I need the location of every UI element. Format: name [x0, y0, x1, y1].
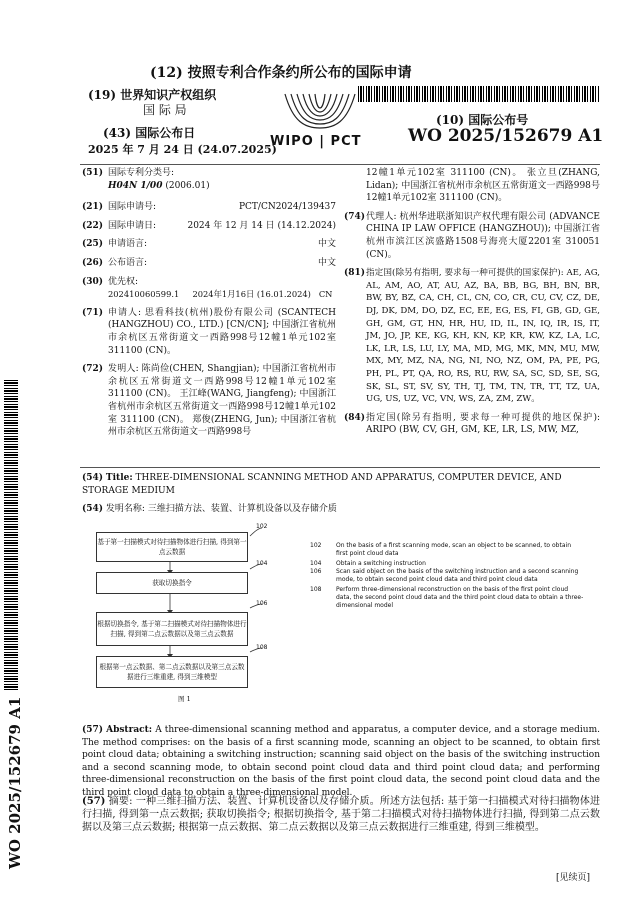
field-26: [82, 257, 336, 270]
field-22: [82, 220, 336, 233]
flowchart-ref-104: 104: [256, 560, 268, 567]
barcode-top: [358, 86, 600, 102]
field-54-cn-number: (54): [82, 504, 104, 514]
title-en: THREE-DIMENSIONAL SCANNING METHOD AND APPARATUS, COMPUTER DEVICE, AND STORAGE MEDIUM: [82, 473, 562, 496]
field-21: [82, 201, 336, 214]
flowchart-ref-106: 106: [256, 600, 268, 607]
field-54-number: (54): [82, 473, 104, 483]
biblio-right-column: [344, 167, 600, 437]
legend-text-106: Scan said object on the basis of the switching instruction and a second scanning mode, to obtain second point cloud data and third point cloud data: [336, 568, 579, 583]
field-25: [82, 238, 336, 251]
field-21-number: (21): [82, 202, 104, 213]
applicant: 申请人: 思看科技(杭州)股份有限公司 (SCANTECH (HANGZHOU) CO., LTD.) [CN/CN]; 中国浙江省杭州市余杭区五常街道文一西路998号12幢1单元102室 311100 (CN)。: [108, 307, 336, 356]
field-71: [82, 307, 336, 357]
legend-ref-102: 102: [310, 542, 322, 549]
legend-text-102: On the basis of a first scanning mode, scan an object to be scanned, to obtain first point cloud data: [336, 542, 571, 557]
document-title: (12) 按照专利合作条约所公布的国际申请: [150, 65, 412, 81]
field-25-number: (25): [82, 239, 104, 250]
abstract-cn: [82, 795, 600, 834]
field-72-number: (72): [82, 364, 104, 375]
field-84: [344, 412, 600, 437]
continued-on-next-page: [见续页]: [556, 873, 591, 883]
side-publication-number: WO 2025/152679 A1: [6, 696, 24, 869]
field-30: [82, 276, 336, 289]
designated-states-national: 指定国(除另有指明, 要求每一种可提供的国家保护): AE, AG, AL, AM, AO, AT, AU, AZ, BA, BB, BG, BH, BN, BR, BW, BY, BZ, CA, CH, CL, CN, CO, CR, CU, CV, CZ, DE, DJ, DK, DM, DO, DZ, EC, EE, EG, ES, FI, GB, GD, GE, GH, GM, GT, HN, HR, HU, ID, IL, IN, IQ, IR, IS, IT, JM, JO, JP, KE, KG, KH, KN, KP, KR, KW, KZ, LA, LC, LK, LR, LS, LU, LY, MA, MD, MG, MK, MN, MU, MW, MX, MY, MZ, NA, NG, NI, NO, NZ, OM, PA, PE, PG, PH, PL, PT, QA, RO, RS, RU, RW, SA, SC, SD, SE, SG, SK, SL, ST, SV, SY, TH, TJ, TM, TN, TR, TT, TZ, UA, UG, US, UZ, VC, VN, WS, ZA, ZM, ZW。: [366, 268, 600, 405]
wipo-pct-wordmark: WIPO | PCT: [270, 134, 362, 149]
flowchart-step-102: 基于第一扫描模式对待扫描物体进行扫描, 得到第一点云数据: [96, 532, 248, 562]
flowchart-ref-108: 108: [256, 644, 268, 651]
field-21-label: 国际申请号:: [108, 202, 157, 213]
field-26-number: (26): [82, 257, 104, 268]
publication-number-label: (10) 国际公布号: [436, 113, 529, 127]
field-22-number: (22): [82, 220, 104, 231]
title-en-block: [82, 472, 600, 497]
field-72: [82, 363, 336, 439]
legend-text-104: Obtain a switching instruction: [336, 560, 426, 567]
title-cn: 三维扫描方法、装置、计算机设备以及存储介质: [147, 504, 337, 514]
field-26-label: 公布语言:: [108, 257, 148, 268]
field-57-cn-number: (57): [82, 796, 106, 807]
title-cn-block: [82, 503, 600, 516]
flowchart-step-106: 根据切换指令, 基于第二扫描模式对待扫描物体进行扫描, 得到第二点云数据以及第三点云数据: [96, 612, 248, 646]
field-51-label: 国际专利分类号:: [108, 168, 175, 178]
field-81-number: (81): [344, 268, 366, 279]
publication-number: WO 2025/152679 A1: [408, 126, 604, 146]
flowchart-step-108: 根据第一点云数据、第二点云数据以及第三点云数据进行三维重建, 得到三维模型: [96, 656, 248, 688]
flowchart-ref-102: 102: [256, 523, 268, 530]
priority-data: 202410060599.1 2024年1月16日 (16.01.2024) CN: [108, 289, 333, 300]
inventors: 发明人: 陈尚俭(CHEN, Shangjian); 中国浙江省杭州市余杭区五常街道文一西路998号12幢1单元102室 311100 (CN)。 王江峰(WANG, Jiangfeng); 中国浙江省杭州市余杭区五常街道文一西路998号12幢1单元102室 311100 (CN)。 郑俊(ZHENG, Jun); 中国浙江省杭州市余杭区五常街道文一西路998号: [108, 364, 336, 438]
field-71-number: (71): [82, 307, 104, 318]
divider-title: [80, 467, 600, 468]
publication-language: 中文: [317, 257, 336, 268]
title-cn-label: 发明名称:: [105, 504, 145, 514]
title-en-label: Title:: [105, 473, 133, 483]
field-81: [344, 267, 600, 406]
international-bureau: 国 际 局: [143, 103, 187, 117]
biblio-left-column: [82, 167, 336, 439]
abstract-cn-text: 一种三维扫描方法、装置、计算机设备以及存储介质。所述方法包括: 基于第一扫描模式对待扫描物体进行扫描, 得到第一点云数据; 获取切换指令; 根据切换指令, 基于第二扫描模式对待扫描物体进行扫描, 得到第二点云数据以及第三点云数据; 根据第一点云数据、第二点云数据以及第三点云数据进行三维重建, 得到三维模型。: [82, 796, 600, 833]
field-57-number: (57): [82, 725, 104, 735]
inventors-continued: 12幢1单元102室 311100 (CN)。 张立旦(ZHANG, Lidan); 中国浙江省杭州市余杭区五常街道文一西路998号12幢1单元102室 311100 (CN)。: [366, 168, 600, 204]
abstract-cn-label: 摘要:: [108, 796, 133, 807]
agent: 代理人: 杭州华进联浙知识产权代理有限公司 (ADVANCE CHINA IP LAW OFFICE (HANGZHOU)); 中国浙江省杭州市滨江区滨盛路1508号海亮大厦2201室 310051 (CN)。: [366, 211, 600, 260]
abstract-en: [82, 724, 600, 800]
legend-ref-106: 106: [310, 568, 322, 575]
field-30-number: (30): [82, 276, 104, 287]
field-51-value: [82, 180, 336, 193]
abstract-en-label: Abstract:: [106, 725, 153, 735]
abstract-en-text: A three-dimensional scanning method and apparatus, a computer device, and a storage medium. The method comprises: on the basis of a first scanning mode, scanning an object to be scanned, to obtain first point cloud data; obtaining a switching instruction; scanning said object on the basis of the switching instruction and a second scanning mode, to obtain second point cloud data and third point cloud data; and performing three-dimensional reconstruction on the basis of the first point cloud data, the second point cloud data and the third point cloud data to obtain a three-dimensional model.: [82, 725, 600, 798]
publication-date-label: (43) 国际公布日: [103, 126, 196, 140]
ipc-year: (2006.01): [165, 180, 210, 191]
field-22-label: 国际申请日:: [108, 220, 157, 231]
field-84-number: (84): [344, 412, 366, 423]
field-51: [82, 167, 336, 180]
designated-states-regional: 指定国(除另有指明, 要求每一种可提供的地区保护): ARIPO (BW, CV, GH, GM, KE, LR, LS, MW, MZ,: [366, 412, 600, 436]
filing-date: 2024 年 12 月 14 日 (14.12.2024): [187, 220, 336, 231]
figure-label: 图 1: [178, 695, 191, 703]
application-number: PCT/CN2024/139437: [238, 202, 336, 213]
publication-date: 2025 年 7 月 24 日 (24.07.2025): [88, 143, 277, 156]
filing-language: 中文: [317, 239, 336, 250]
legend-text-108: Perform three-dimensional reconstruction on the basis of the first point cloud data, the second point cloud data and the third point cloud data to obtain a three-dimensional model: [336, 586, 584, 609]
organization-name: (19) 世界知识产权组织: [88, 88, 217, 102]
field-51-number: (51): [82, 168, 104, 178]
field-74: [344, 211, 600, 261]
field-25-label: 申请语言:: [108, 239, 148, 250]
field-74-number: (74): [344, 211, 366, 222]
field-30-label: 优先权:: [108, 276, 139, 287]
flowchart-step-104: 获取切换指令: [96, 572, 248, 594]
divider-top: [80, 164, 600, 165]
ipc-code: H04N 1/00: [108, 180, 163, 191]
legend-ref-104: 104: [310, 560, 322, 567]
legend-ref-108: 108: [310, 586, 322, 593]
